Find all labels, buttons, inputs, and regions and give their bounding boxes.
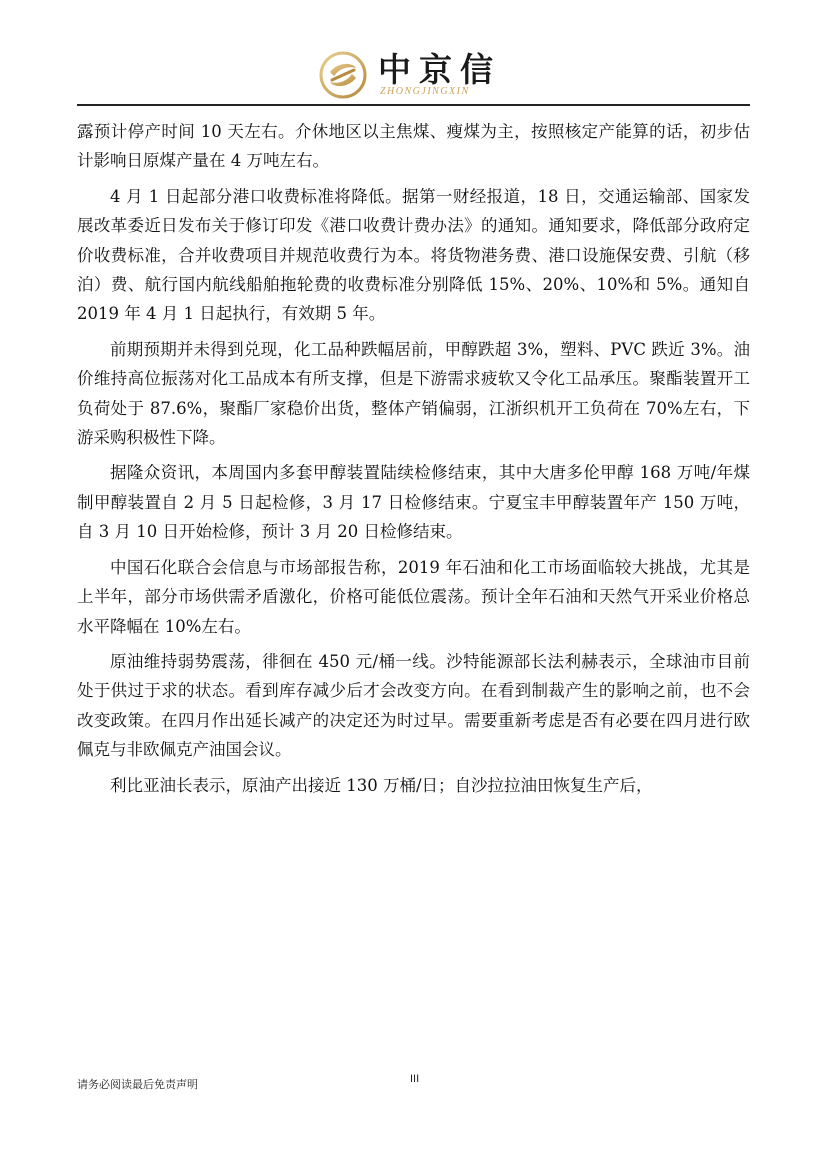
paragraph: 4 月 1 日起部分港口收费标准将降低。据第一财经报道，18 日，交通运输部、国家发展改革委近日发布关于修订印发《港口收费计费办法》的通知。通知要求，降低部分政府定价收费标准，合并收费项目并规范收费行为本。将货物港务费、港口设施保安费、引航（移泊）费、航行国内航线船舶拖轮费的收费标准分别降低 15%、20%、10%和 5%。通知自 2019 年 4 月 1 日起执行，有效期 5 年。	[77, 186, 750, 324]
footer-disclaimer: 请务必阅读最后免责声明	[77, 1079, 198, 1091]
company-logo-icon	[318, 50, 368, 100]
paragraph: 中国石化联合会信息与市场部报告称，2019 年石油和化工市场面临较大挑战，尤其是上半年，部分市场供需矛盾激化，价格可能低位震荡。预计全年石油和天然气开采业价格总水平降幅在 10%左右。	[77, 557, 750, 636]
company-name-en: ZHONGJINGXIN	[380, 86, 470, 97]
paragraph: 露预计停产时间 10 天左右。介休地区以主焦煤、瘦煤为主，按照核定产能算的话，初步估计影响日原煤产量在 4 万吨左右。	[77, 122, 750, 171]
header-divider	[77, 104, 750, 106]
paragraph: 原油维持弱势震荡，徘徊在 450 元/桶一线。沙特能源部长法利赫表示，全球油市目前处于供过于求的状态。看到库存减少后才会改变方向。在看到制裁产生的影响之前，也不会改变政策。在四月作出延长减产的决定还为时过早。需要重新考虑是否有必要在四月进行欧佩克与非欧佩克产油国会议。	[77, 651, 750, 760]
document-body	[77, 117, 750, 806]
paragraph: 利比亚油长表示，原油产出接近 130 万桶/日；自沙拉拉油田恢复生产后，	[110, 775, 653, 795]
paragraph: 前期预期并未得到兑现，化工品种跌幅居前，甲醇跌超 3%，塑料、PVC 跌近 3%。油价维持高位振荡对化工品成本有所支撑，但是下游需求疲软又令化工品承压。聚酯装置开工负荷处于 87.6%，聚酯厂家稳价出货，整体产销偏弱，江浙织机开工负荷在 70%左右，下游采购积极性下降。	[77, 339, 750, 448]
page-number: III	[410, 1073, 420, 1085]
company-name-cn: 中京信	[378, 50, 501, 89]
page-header	[0, 0, 827, 108]
paragraph: 据隆众资讯，本周国内多套甲醇装置陆续检修结束，其中大唐多伦甲醇 168 万吨/年煤制甲醇装置自 2 月 5 日起检修，3 月 17 日检修结束。宁夏宝丰甲醇装置年产 150 万吨，自 3 月 10 日开始检修，预计 3 月 20 日检修结束。	[77, 463, 750, 542]
